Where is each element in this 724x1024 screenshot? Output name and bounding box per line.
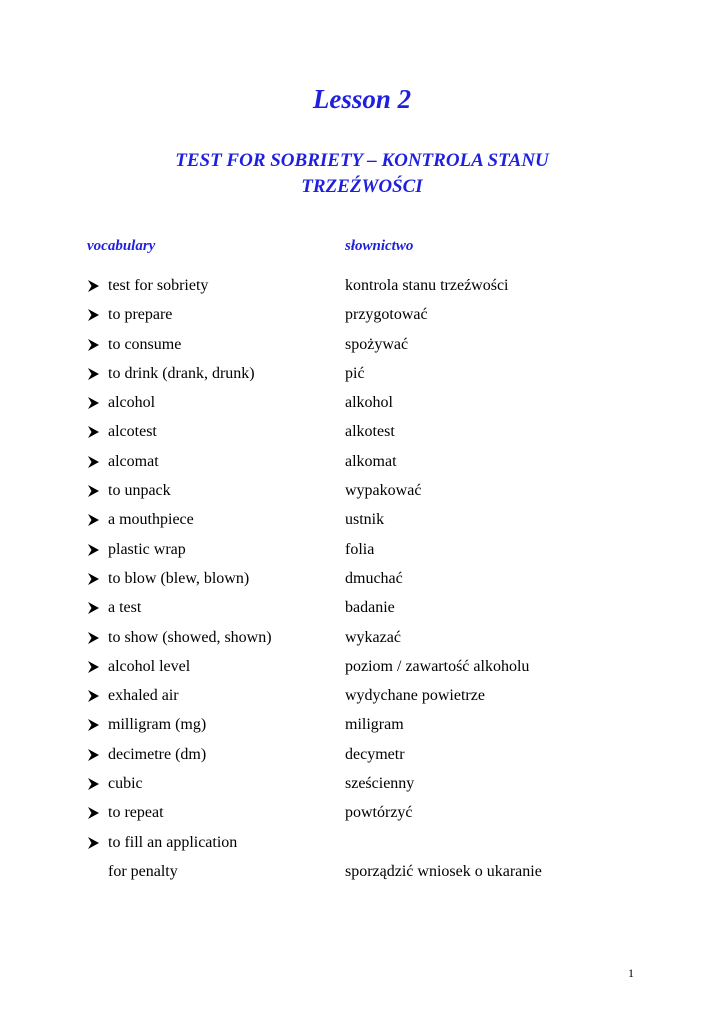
vocabulary-translation: przygotować <box>345 306 428 324</box>
vocabulary-row <box>0 335 724 364</box>
vocabulary-term: plastic wrap <box>108 540 186 558</box>
arrowhead-bullet-icon <box>87 686 101 706</box>
vocabulary-row <box>0 774 724 803</box>
vocabulary-row <box>0 745 724 774</box>
vocabulary-row <box>0 686 724 715</box>
lesson-subtitle <box>120 148 604 200</box>
vocabulary-term: alcotest <box>108 423 157 441</box>
vocabulary-translation: alkohol <box>345 394 393 412</box>
vocabulary-row <box>0 481 724 510</box>
vocabulary-translation: wypakować <box>345 482 422 500</box>
vocabulary-row <box>0 569 724 598</box>
vocabulary-term: to show (showed, shown) <box>108 628 272 646</box>
arrowhead-bullet-icon <box>87 833 101 853</box>
arrowhead-bullet-icon <box>87 745 101 765</box>
arrowhead-bullet-icon <box>87 774 101 794</box>
vocabulary-row <box>0 657 724 686</box>
subtitle-line-1: TEST FOR SOBRIETY – KONTROLA STANU <box>175 150 549 171</box>
arrowhead-bullet-icon <box>87 393 101 413</box>
vocabulary-row <box>0 393 724 422</box>
vocabulary-translation: sześcienny <box>345 775 415 793</box>
vocabulary-translation: wydychane powietrze <box>345 687 485 705</box>
vocabulary-translation: alkomat <box>345 452 397 470</box>
vocabulary-row <box>0 540 724 569</box>
vocabulary-row <box>0 510 724 539</box>
vocabulary-translation: sporządzić wniosek o ukaranie <box>345 862 542 880</box>
arrowhead-bullet-icon <box>87 276 101 296</box>
vocabulary-row <box>0 364 724 393</box>
vocabulary-translation: wykazać <box>345 628 401 646</box>
arrowhead-bullet-icon <box>87 335 101 355</box>
arrowhead-bullet-icon <box>87 364 101 384</box>
vocabulary-term: exhaled air <box>108 687 179 705</box>
vocabulary-translation: decymetr <box>345 745 405 763</box>
vocabulary-term: alcomat <box>108 452 159 470</box>
vocabulary-translation: spożywać <box>345 335 409 353</box>
arrowhead-bullet-icon <box>87 657 101 677</box>
vocabulary-row <box>0 803 724 832</box>
vocabulary-translation: alkotest <box>345 423 395 441</box>
vocabulary-translation: kontrola stanu trzeźwości <box>345 277 509 294</box>
vocabulary-row <box>0 598 724 627</box>
arrowhead-bullet-icon <box>87 510 101 530</box>
arrowhead-bullet-icon <box>87 540 101 560</box>
vocabulary-term: to prepare <box>108 306 173 324</box>
vocabulary-row <box>0 452 724 481</box>
vocabulary-translation: folia <box>345 540 375 558</box>
vocabulary-term: to repeat <box>108 804 164 822</box>
vocabulary-translation: ustnik <box>345 511 385 529</box>
arrowhead-bullet-icon <box>87 628 101 648</box>
column-header-vocabulary: vocabulary <box>87 238 156 254</box>
page-number: 1 <box>628 966 634 980</box>
vocabulary-translation: poziom / zawartość alkoholu <box>345 657 530 675</box>
vocabulary-term: to fill an application <box>108 833 238 851</box>
vocabulary-term: alcohol level <box>108 657 191 675</box>
vocabulary-row <box>0 276 724 305</box>
vocabulary-term: to blow (blew, blown) <box>108 569 250 587</box>
arrowhead-bullet-icon <box>87 803 101 823</box>
vocabulary-translation: powtórzyć <box>345 804 413 822</box>
arrowhead-bullet-icon <box>87 715 101 735</box>
vocabulary-term: to unpack <box>108 482 171 500</box>
vocabulary-translation: dmuchać <box>345 569 403 587</box>
vocabulary-term: cubic <box>108 775 143 793</box>
vocabulary-term: a mouthpiece <box>108 511 194 529</box>
column-header-slownictwo: słownictwo <box>345 238 414 254</box>
subtitle-line-2: TRZEŹWOŚCI <box>301 176 423 197</box>
vocabulary-translation: pić <box>345 364 365 382</box>
vocabulary-term: test for sobriety <box>108 277 209 294</box>
vocabulary-translation: miligram <box>345 716 404 734</box>
vocabulary-term: to drink (drank, drunk) <box>108 364 255 382</box>
vocabulary-row <box>0 628 724 657</box>
vocabulary-term: a test <box>108 599 142 617</box>
column-headers <box>0 238 724 258</box>
vocabulary-list <box>0 276 724 891</box>
vocabulary-term: for penalty <box>108 862 178 880</box>
arrowhead-bullet-icon <box>87 598 101 618</box>
vocabulary-row <box>0 305 724 334</box>
arrowhead-bullet-icon <box>87 422 101 442</box>
vocabulary-row <box>0 422 724 451</box>
vocabulary-row <box>0 833 724 862</box>
arrowhead-bullet-icon <box>87 305 101 325</box>
arrowhead-bullet-icon <box>87 452 101 472</box>
vocabulary-translation: badanie <box>345 599 395 617</box>
arrowhead-bullet-icon <box>87 481 101 501</box>
vocabulary-term: milligram (mg) <box>108 716 207 734</box>
arrowhead-bullet-icon <box>87 569 101 589</box>
vocabulary-term: to consume <box>108 335 182 353</box>
vocabulary-term: alcohol <box>108 394 156 412</box>
vocabulary-row <box>0 715 724 744</box>
vocabulary-term: decimetre (dm) <box>108 745 207 763</box>
lesson-title: Lesson 2 <box>312 84 412 114</box>
vocabulary-row <box>0 862 724 891</box>
